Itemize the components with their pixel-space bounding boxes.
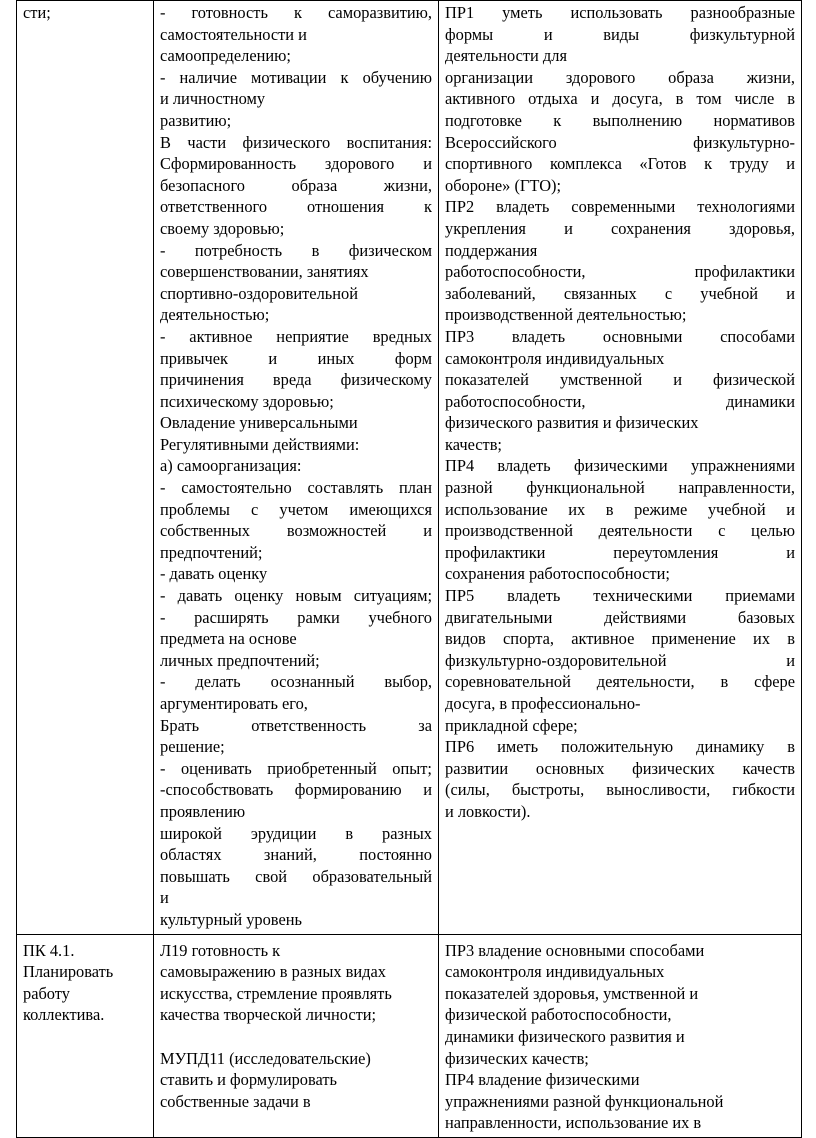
text-line: деятельности для <box>445 46 567 66</box>
text-line: предпочтений; <box>160 542 263 562</box>
text-line: причинения вреда физическому <box>160 370 432 390</box>
text-line: спортивного комплекса «Готов к труду и <box>445 154 795 174</box>
text-line: Брать ответственность за <box>160 715 432 735</box>
text-line: - делать осознанный выбор, <box>160 672 432 692</box>
text-line: использование их в режиме учебной и <box>445 499 795 519</box>
text-line: ответственного отношения к <box>160 197 432 217</box>
cell-lines <box>23 2 147 24</box>
text-line: самоконтроля индивидуальных <box>445 348 665 368</box>
text-line: искусства, стремление проявлять <box>160 983 392 1003</box>
text-line: физической работоспособности, <box>445 1005 672 1025</box>
text-line: физкультурно-оздоровительной и <box>445 650 795 670</box>
text-line: Овладение универсальными <box>160 413 358 433</box>
text-line: развитии основных физических качеств <box>445 758 795 778</box>
text-line: качеств; <box>445 434 502 454</box>
text-line: повышать свой образовательный <box>160 866 432 886</box>
text-line: и <box>160 888 169 908</box>
text-line: ПК 4.1. <box>23 940 75 960</box>
text-line: проблемы с учетом имеющихся <box>160 499 432 519</box>
text-line: двигательными действиями базовых <box>445 607 795 627</box>
text-line: собственные задачи в <box>160 1091 311 1111</box>
text-line: Всероссийского физкультурно- <box>445 132 795 152</box>
text-line: коллектива. <box>23 1005 105 1025</box>
text-line: Регулятивными действиями: <box>160 434 360 454</box>
text-line: Сформированность здорового и <box>160 154 432 174</box>
text-line: показателей умственной и физической <box>445 370 795 390</box>
text-line: активного отдыха и досуга, в том числе в <box>445 89 795 109</box>
text-line: подготовке к выполнению нормативов <box>445 110 795 130</box>
cell-lines <box>160 940 432 1113</box>
text-line: организации здорового образа жизни, <box>445 67 795 87</box>
text-line: разной функциональной направленности, <box>445 478 795 498</box>
text-line: ставить и формулировать <box>160 1070 337 1090</box>
text-line: упражнениями разной функциональной <box>445 1091 724 1111</box>
text-line: соревновательной деятельности, в сфере <box>445 672 795 692</box>
text-line: показателей здоровья, умственной и <box>445 983 699 1003</box>
text-line: Планировать <box>23 962 114 982</box>
text-line: поддержания <box>445 240 538 260</box>
text-line: В части физического воспитания: <box>160 132 432 152</box>
text-line: проявлению <box>160 801 246 821</box>
text-line: физических качеств; <box>445 1048 589 1068</box>
text-line: привычек и иных форм <box>160 348 432 368</box>
text-line: ПР5 владеть техническими приемами <box>445 586 795 606</box>
text-line: -способствовать формированию и <box>160 780 432 800</box>
text-line: - наличие мотивации к обучению <box>160 67 432 87</box>
text-line: сохранения работоспособности; <box>445 564 670 584</box>
personal-results-cell <box>154 934 439 1137</box>
text-line: широкой эрудиции в разных <box>160 823 432 843</box>
text-line: - потребность в физическом <box>160 240 432 260</box>
text-line: ПР6 иметь положительную динамику в <box>445 737 795 757</box>
text-line: профилактики переутомления и <box>445 542 795 562</box>
text-line: работоспособности, профилактики <box>445 262 795 282</box>
text-line: ПР4 владеть физическими упражнениями <box>445 456 795 476</box>
text-line: видов спорта, активное применение их в <box>445 629 795 649</box>
table-row <box>17 934 802 1137</box>
text-line: аргументировать его, <box>160 694 308 713</box>
text-line: работоспособности, динамики <box>445 391 795 411</box>
cell-lines <box>445 940 795 1134</box>
text-line: обороне» (ГТО); <box>445 175 562 195</box>
text-line: производственной деятельностью; <box>445 305 687 325</box>
subject-results-cell <box>439 934 802 1137</box>
text-line: ПР3 владение основными способами <box>445 940 705 960</box>
text-line: самостоятельности и <box>160 24 307 44</box>
text-line: - давать оценку <box>160 564 268 584</box>
text-line: - активное неприятие вредных <box>160 326 432 346</box>
text-line: заболеваний, связанных с учебной и <box>445 283 795 303</box>
text-line: направленности, использование их в <box>445 1113 702 1133</box>
text-line: сти; <box>23 3 51 22</box>
text-line: - готовность к саморазвитию, <box>160 3 432 22</box>
text-line: работу <box>23 983 70 1003</box>
text-line: производственной деятельности с целью <box>445 521 795 541</box>
text-line: а) самоорганизация: <box>160 456 302 476</box>
text-line: ПР4 владение физическими <box>445 1070 640 1090</box>
text-line: - давать оценку новым ситуациям; <box>160 586 432 606</box>
text-line: ПР1 уметь использовать разнообразные <box>445 3 795 22</box>
text-line: физического развития и физических <box>445 413 699 433</box>
text-line: (силы, быстроты, выносливости, гибкости <box>445 780 795 800</box>
text-line: досуга, в профессионально- <box>445 694 641 713</box>
text-line: самовыражению в разных видах <box>160 962 386 982</box>
text-line: безопасного образа жизни, <box>160 175 432 195</box>
text-line: ПР2 владеть современными технологиями <box>445 197 795 217</box>
text-line: собственных возможностей и <box>160 521 432 541</box>
text-line: Л19 готовность к <box>160 940 281 960</box>
text-line: психическому здоровью; <box>160 391 334 411</box>
text-line: предмета на основе <box>160 629 297 649</box>
text-line: - расширять рамки учебного <box>160 607 432 627</box>
text-line: - самостоятельно составлять план <box>160 478 432 498</box>
text-line: и личностному <box>160 89 266 109</box>
text-line: культурный уровень <box>160 909 302 929</box>
text-line: - оценивать приобретенный опыт; <box>160 758 432 778</box>
competency-cell <box>17 934 154 1137</box>
text-line: решение; <box>160 737 225 757</box>
text-line: формы и виды физкультурной <box>445 24 795 44</box>
text-line: МУПД11 (исследовательские) <box>160 1048 371 1068</box>
text-line: и ловкости). <box>445 801 531 821</box>
text-line: личных предпочтений; <box>160 650 320 670</box>
text-line: спортивно-оздоровительной <box>160 283 358 303</box>
subject-results-cell <box>439 1 802 935</box>
text-line: своему здоровью; <box>160 218 285 238</box>
text-line: самоконтроля индивидуальных <box>445 962 665 982</box>
cell-lines <box>160 2 432 931</box>
text-line: развитию; <box>160 110 232 130</box>
text-line: прикладной сфере; <box>445 715 578 735</box>
text-line: укрепления и сохранения здоровья, <box>445 218 795 238</box>
text-line: ПР3 владеть основными способами <box>445 326 795 346</box>
table-row <box>17 1 802 935</box>
cell-lines <box>23 940 147 1026</box>
competency-cell <box>17 1 154 935</box>
text-line: деятельностью; <box>160 305 270 325</box>
text-line: самоопределению; <box>160 46 291 66</box>
competency-table <box>16 0 802 1138</box>
personal-results-cell <box>154 1 439 935</box>
text-line: динамики физического развития и <box>445 1026 685 1046</box>
text-line <box>160 1026 432 1048</box>
cell-lines <box>445 2 795 823</box>
text-line: качества творческой личности; <box>160 1005 377 1025</box>
text-line: областях знаний, постоянно <box>160 845 432 865</box>
text-line: совершенствовании, занятиях <box>160 262 369 282</box>
